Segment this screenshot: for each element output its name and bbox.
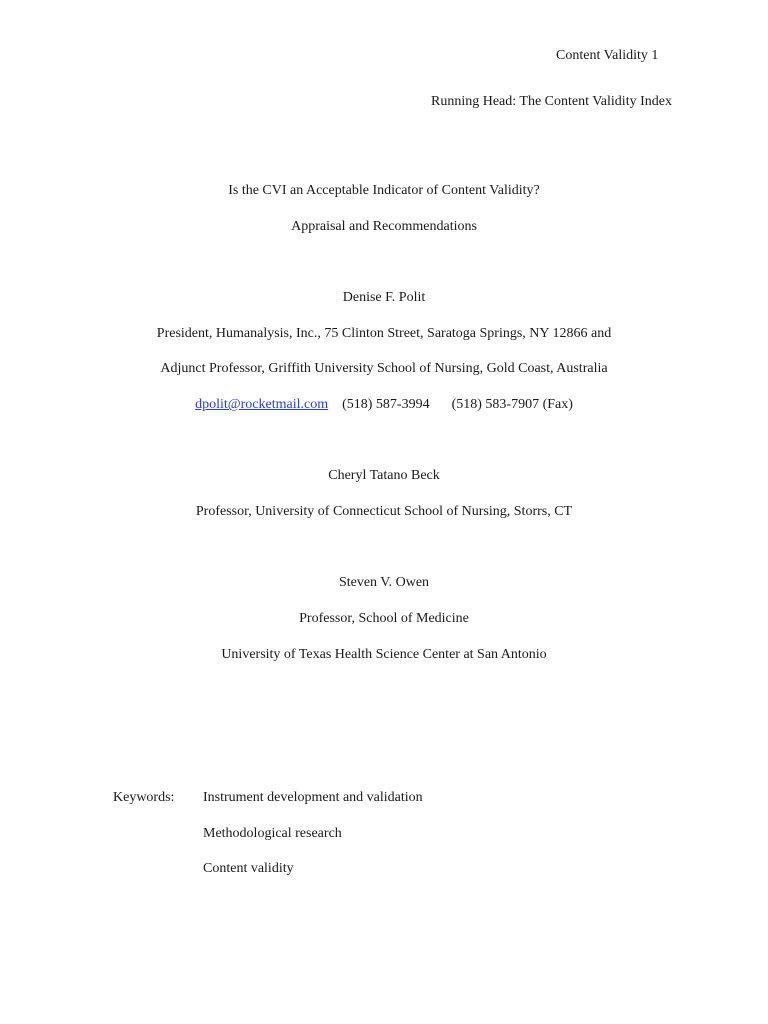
author-fax: (518) 583-7907 (Fax) [451, 397, 573, 412]
author-affiliation-1b: Adjunct Professor, Griffith University School of Nursing, Gold Coast, Australia [160, 361, 608, 376]
keyword-item-2: Methodological research [203, 826, 342, 841]
author-affiliation-2: Professor, University of Connecticut School of Nursing, Storrs, CT [195, 504, 573, 519]
keywords-label: Keywords: [113, 790, 175, 805]
running-head: Running Head: The Content Validity Index [431, 94, 672, 109]
author-contact-1 [0, 396, 768, 414]
page-number-header: Content Validity 1 [556, 48, 659, 63]
paper-subtitle: Appraisal and Recommendations [291, 219, 477, 234]
author-affiliation-3b: University of Texas Health Science Center at San Antonio [221, 647, 547, 662]
paper-title: Is the CVI an Acceptable Indicator of Content Validity? [228, 183, 540, 198]
author-affiliation-1a: President, Humanalysis, Inc., 75 Clinton Street, Saratoga Springs, NY 12866 and [156, 326, 612, 341]
author-name-1: Denise F. Polit [342, 290, 426, 305]
author-phone: (518) 587-3994 [342, 397, 430, 412]
author-affiliation-3a: Professor, School of Medicine [299, 611, 469, 626]
keyword-item-3: Content validity [203, 861, 294, 876]
author-name-3: Steven V. Owen [338, 575, 430, 590]
author-email-link[interactable]: dpolit@rocketmail.com [195, 397, 329, 412]
author-name-2: Cheryl Tatano Beck [328, 468, 440, 483]
keyword-item-1: Instrument development and validation [203, 790, 423, 805]
